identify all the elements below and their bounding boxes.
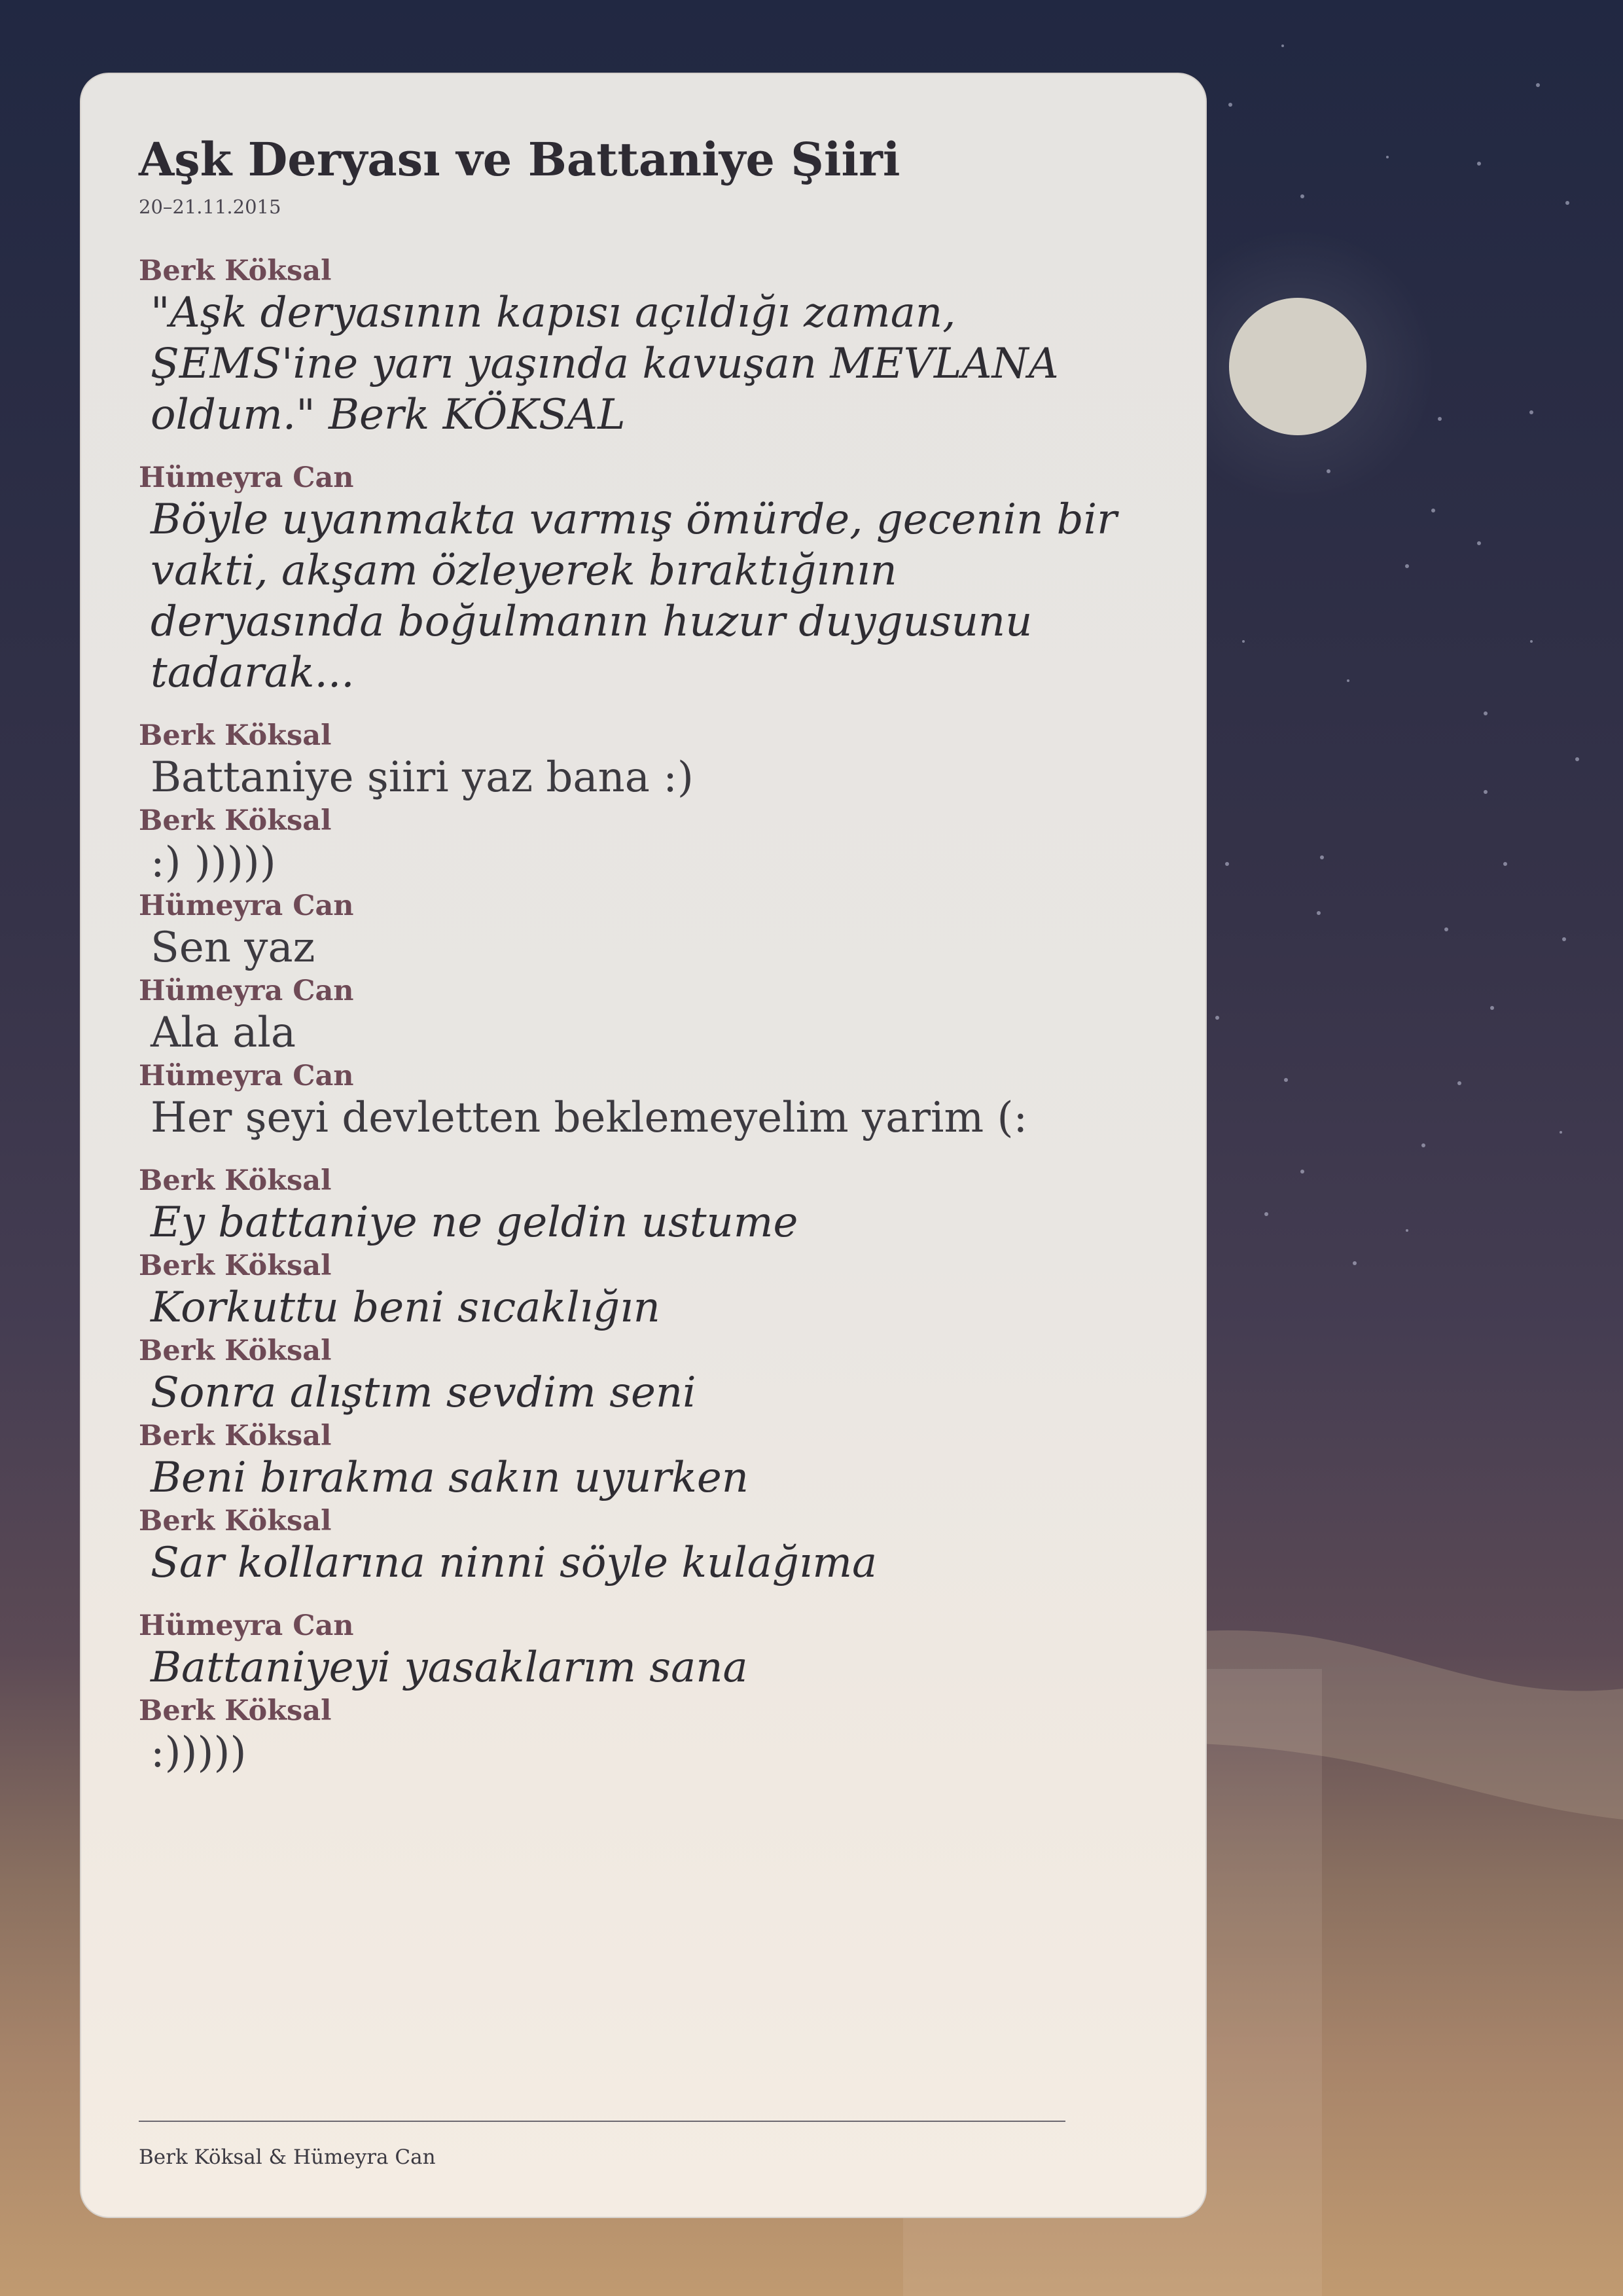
- message-item: [139, 1418, 1140, 1503]
- message-text: :))))): [151, 1729, 247, 1777]
- message-item: [139, 1333, 1140, 1418]
- message-sender: Berk Köksal: [139, 255, 332, 287]
- message-text: Her şeyi devletten beklemeyelim yarim (:: [151, 1094, 1027, 1142]
- message-sender: Berk Köksal: [139, 1505, 332, 1537]
- message-sender: Berk Köksal: [139, 1164, 332, 1197]
- message-sender: Berk Köksal: [139, 1335, 332, 1367]
- message-sender: Berk Köksal: [139, 719, 332, 752]
- message-sender: Hümeyra Can: [139, 1609, 354, 1642]
- message-item: [139, 1608, 1140, 1693]
- poem-card: [80, 73, 1207, 2218]
- message-text: Sar kollarına ninni söyle kulağıma: [151, 1539, 878, 1587]
- message-sender: Berk Köksal: [139, 1695, 332, 1727]
- message-text: Beni bırakma sakın uyurken: [151, 1454, 749, 1502]
- message-sender: Berk Köksal: [139, 1420, 332, 1452]
- message-item: [139, 803, 1140, 888]
- message-sender: Hümeyra Can: [139, 889, 354, 922]
- document-date: 20–21.11.2015: [139, 196, 281, 218]
- message-item: [139, 888, 1140, 973]
- message-item: [139, 1163, 1140, 1248]
- message-item: [139, 1248, 1140, 1333]
- stars: [1164, 45, 1579, 1265]
- message-text: Ey battaniye ne geldin ustume: [151, 1198, 798, 1247]
- message-list: [139, 253, 1140, 1778]
- message-item: [139, 973, 1140, 1058]
- message-text: Sonra alıştım sevdim seni: [151, 1369, 696, 1417]
- message-text: Ala ala: [151, 1009, 296, 1057]
- message-sender: Berk Köksal: [139, 804, 332, 837]
- message-sender: Hümeyra Can: [139, 461, 354, 494]
- message-text: Sen yaz: [151, 924, 315, 972]
- message-text: Korkuttu beni sıcaklığın: [151, 1283, 660, 1332]
- message-item: [139, 253, 1140, 440]
- message-item: [139, 1503, 1140, 1588]
- footer-divider: [139, 2121, 1065, 2122]
- moon: [1229, 298, 1366, 435]
- message-text: :) ))))): [151, 838, 276, 887]
- message-sender: Hümeyra Can: [139, 975, 354, 1007]
- message-item: [139, 1693, 1140, 1778]
- message-item: [139, 1058, 1140, 1143]
- message-text: Battaniyeyi yasaklarım sana: [151, 1643, 748, 1692]
- message-item: [139, 718, 1140, 803]
- message-sender: Hümeyra Can: [139, 1060, 354, 1092]
- message-text: "Aşk deryasının kapısı açıldığı zaman, ŞEMS'ine yarı yaşında kavuşan MEVLANA oldum." Berk KÖKSAL: [151, 289, 1059, 439]
- footer-authors: Berk Köksal & Hümeyra Can: [139, 2145, 436, 2169]
- document-title: Aşk Deryası ve Battaniye Şiiri: [139, 132, 901, 187]
- message-item: [139, 460, 1140, 698]
- document-footer: [139, 2121, 1065, 2170]
- message-text: Böyle uyanmakta varmış ömürde, gecenin bir vakti, akşam özleyerek bıraktığının deryasında boğulmanın huzur duygusunu tadarak...: [151, 495, 1117, 697]
- message-sender: Berk Köksal: [139, 1249, 332, 1282]
- message-text: Battaniye şiiri yaz bana :): [151, 753, 694, 802]
